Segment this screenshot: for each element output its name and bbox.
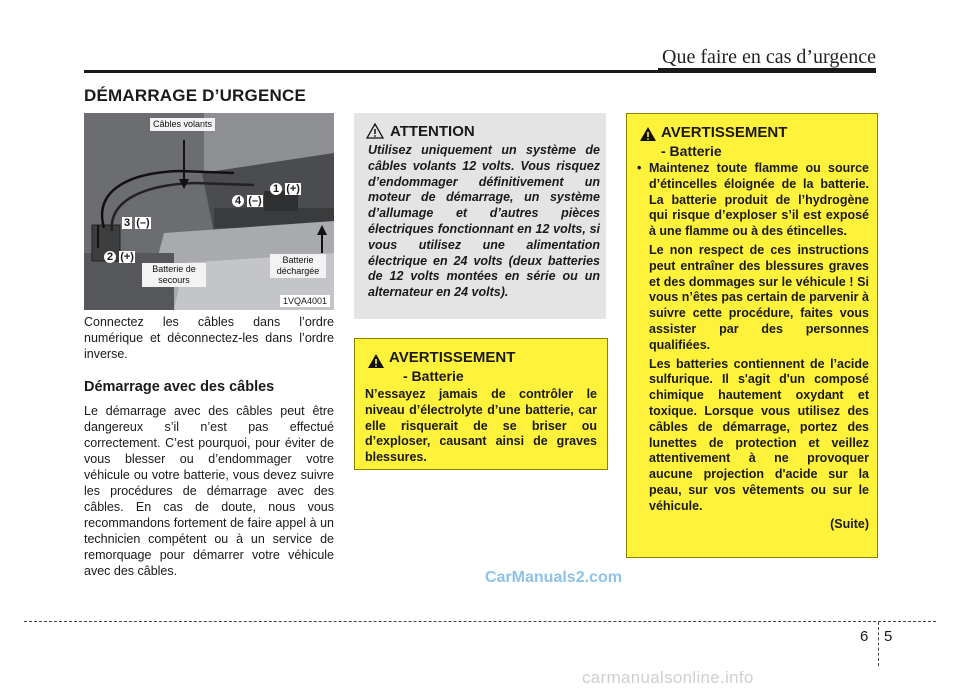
marker-1-number: 1 [270, 183, 282, 195]
chapter-number: 6 [860, 628, 869, 645]
label-batterie-dechargee: Batterie déchargée [270, 254, 326, 278]
attention-body: Utilisez uniquement un système de câbles volants 12 volts. Vous risquez d’endommager définitivement un moteur de démarrage, un système d’allumage et d’autres pièces électriques fonctionnant en 12 volts, si vous utilisez une alimentation électrique en 24 volts (deux batteries de 12 volts montées en série ou un alternateur en 24 volts). [368, 143, 600, 300]
marker-3-sign: (–) [136, 217, 150, 229]
marker-3 [122, 217, 151, 229]
header-rule-accent [658, 68, 876, 73]
marker-4 [232, 195, 263, 207]
warning-triangle-icon [367, 353, 385, 369]
subheading: Démarrage avec des câbles [84, 379, 275, 395]
figure-code: 1VQA4001 [280, 295, 330, 307]
warning2-content [635, 161, 869, 532]
warning-box-electrolyte [354, 338, 608, 470]
warning2-bullet [635, 161, 869, 240]
warning2-title: AVERTISSEMENT [661, 124, 788, 141]
warning1-title: AVERTISSEMENT [389, 349, 516, 366]
caution-triangle-icon [366, 123, 384, 139]
marker-1 [270, 183, 301, 195]
bullet-dot: • [637, 161, 642, 175]
attention-title: ATTENTION [390, 123, 475, 140]
marker-3-number: 3 [124, 217, 131, 229]
site-watermark: carmanualsonline.info [582, 668, 754, 687]
running-header: Que faire en cas d’urgence [662, 46, 876, 68]
label-cables-volants: Câbles volants [150, 118, 215, 131]
engine-bay-illustration [84, 113, 334, 310]
warning-triangle-icon [639, 126, 657, 142]
marker-4-sign: (–) [248, 195, 262, 207]
warning1-subtitle: - Batterie [403, 368, 464, 384]
warning2-paragraph-1: Le non respect de ces instructions peut entraîner des blessures graves et des dommages sur le véhicule ! Si vous n’êtes pas certain de parvenir à suivre cette procédure, faites vous assister par des personnes qualifiées. [649, 242, 869, 352]
body-paragraph: Le démarrage avec des câbles peut être dangereux s’il n’est pas effectué correctement. C’est pourquoi, pour éviter de vous blesser ou d’endommager votre véhicule ou votre batterie, vous devez suivre les procédures de démarrage avec des câbles. En cas de doute, nous vous recommandons fortement de faire appel à un technicien compétent ou à un service de remorquage pour démarrer votre véhicule avec des câbles. [84, 404, 334, 578]
marker-4-number: 4 [232, 195, 244, 207]
warning1-body: N’essayez jamais de contrôler le niveau d’électrolyte d’une batterie, car elle risquerait de se briser ou d’exploser, causant ainsi de graves blessures. [365, 387, 597, 465]
warning2-paragraph-2: Les batteries contiennent de l’acide sulfurique. Il s'agit d'un composé chimique hautement oxydant et toxique. Lorsque vous utilisez des câbles de démarrage, portez des lunettes de protection et veillez attentivement à ne provoquer aucune projection d'acide sur la peau, sur vos vêtements ou sur le véhicule. [649, 356, 869, 513]
page-number: 5 [884, 628, 893, 645]
intro-paragraph: Connectez les câbles dans l’ordre numérique et déconnectez-les dans l’ordre inverse. [84, 315, 334, 361]
warning-box-battery [626, 113, 878, 558]
section-title: DÉMARRAGE D’URGENCE [84, 86, 306, 105]
watermark: CarManuals2.com [485, 569, 622, 586]
attention-box [354, 113, 606, 319]
jump-start-figure [84, 113, 334, 310]
warning2-subtitle: - Batterie [661, 143, 722, 159]
continued-label: (Suite) [830, 516, 869, 531]
marker-1-sign: (+) [286, 183, 300, 195]
marker-2-sign: (+) [120, 251, 134, 263]
label-batterie-secours: Batterie de secours [142, 263, 206, 287]
footer-dashed-divider [878, 622, 879, 666]
warning2-bullet-text: Maintenez toute flamme ou source d’étincelles éloignée de la batterie. La batterie produit de l’hydrogène qui risque d’exploser s’il est exposé à une flamme ou à des étincelles. [649, 161, 869, 239]
footer-dashed-rule [24, 621, 936, 622]
marker-2-number: 2 [104, 251, 116, 263]
marker-2 [104, 251, 135, 263]
